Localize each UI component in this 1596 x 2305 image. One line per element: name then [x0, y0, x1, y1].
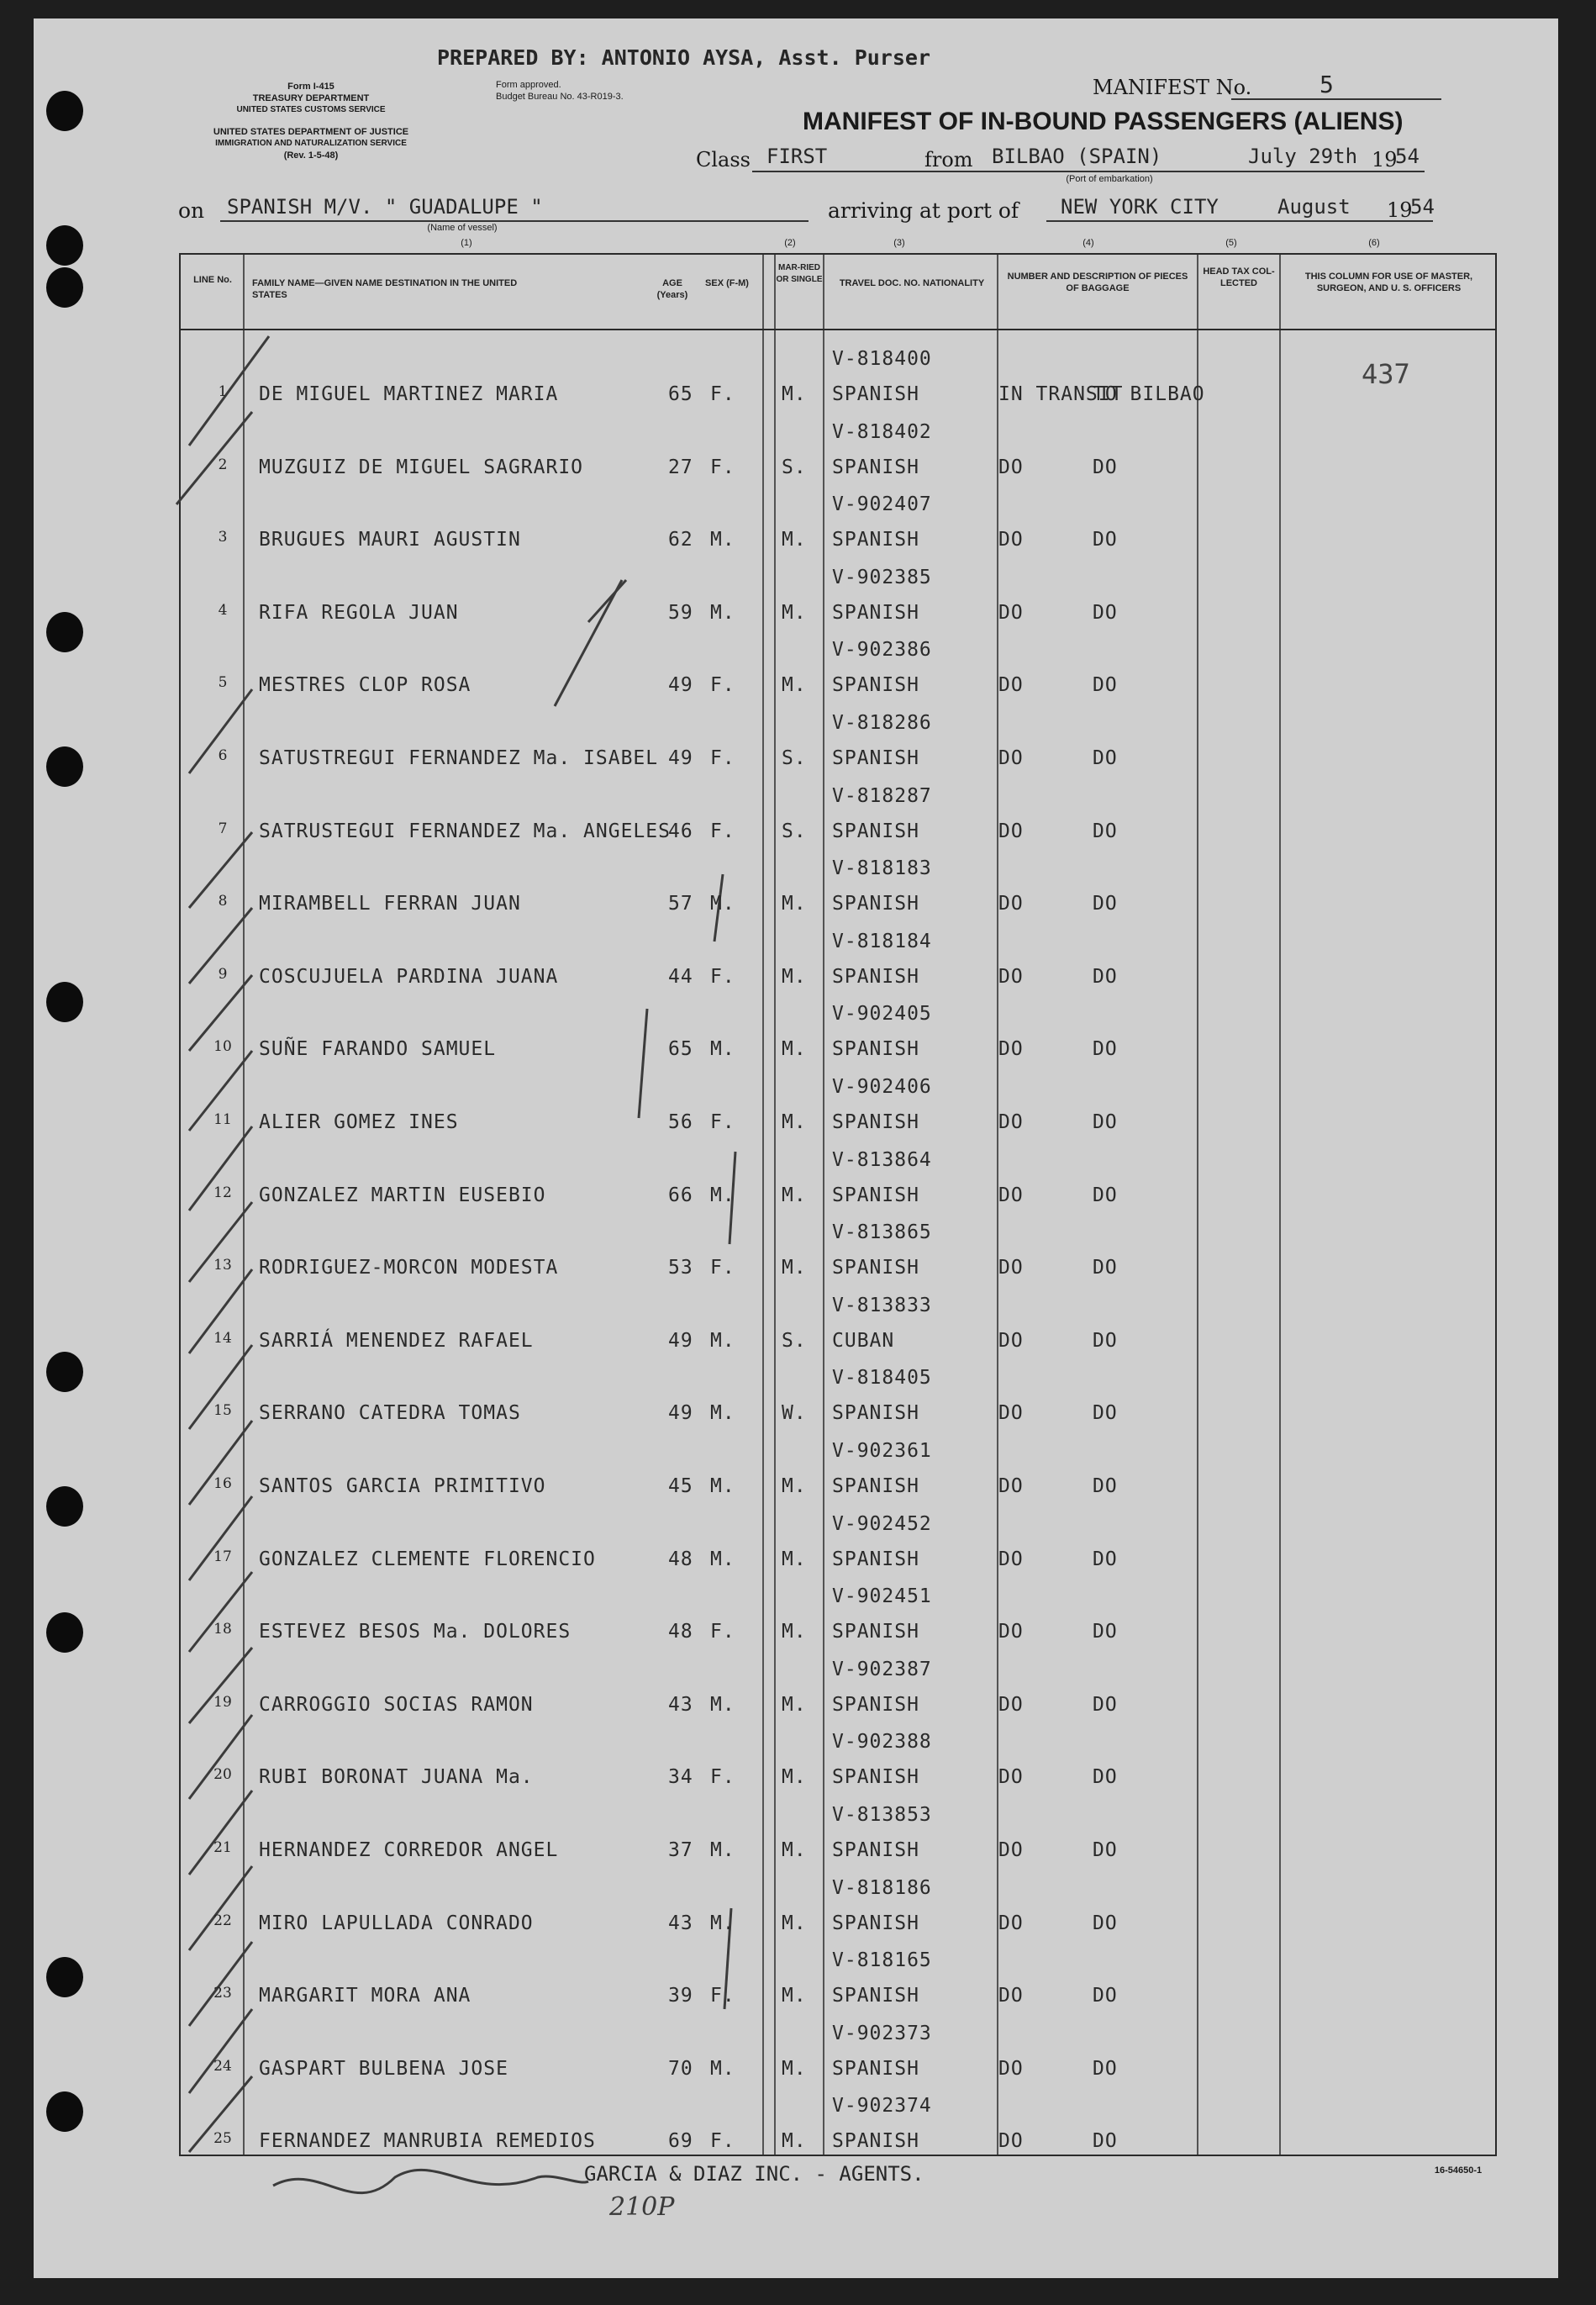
age: 65	[668, 383, 693, 405]
age: 48	[668, 1548, 693, 1570]
marital-status: M.	[782, 674, 807, 696]
baggage-2: DO	[1093, 1548, 1118, 1570]
nationality: SPANISH	[832, 747, 919, 769]
baggage-1: DO	[998, 820, 1024, 842]
page-stamp: 437	[1362, 358, 1410, 390]
age: 39	[668, 1985, 693, 2007]
sex: M.	[710, 602, 735, 624]
baggage-2: DO	[1093, 1475, 1118, 1497]
baggage-1: DO	[998, 1111, 1024, 1133]
col-travel-doc: TRAVEL DOC. NO. NATIONALITY	[839, 278, 985, 288]
travel-doc-number: V-902451	[832, 1585, 932, 1607]
passenger-name: SERRANO CATEDRA TOMAS	[259, 1402, 521, 1424]
baggage-1: DO	[998, 456, 1024, 478]
travel-doc-number: V-818186	[832, 1877, 932, 1899]
line-number: 24	[213, 2058, 232, 2075]
nationality: SPANISH	[832, 1184, 919, 1206]
travel-doc-number: V-818286	[832, 712, 932, 734]
form-number-text: Form I-415	[287, 82, 334, 92]
baggage-2: DO	[1093, 2058, 1118, 2080]
line-number: 2	[218, 456, 228, 473]
age: 34	[668, 1766, 693, 1788]
passenger-name: MIRAMBELL FERRAN JUAN	[259, 893, 521, 915]
baggage-2: DO	[1093, 1839, 1118, 1861]
passenger-name: GONZALEZ MARTIN EUSEBIO	[259, 1184, 546, 1206]
travel-doc-number: V-902386	[832, 639, 932, 661]
from-label: from	[924, 148, 973, 171]
line-number: 14	[213, 1330, 232, 1347]
sex: F.	[710, 820, 735, 842]
manifest-no-label: MANIFEST No.	[1093, 76, 1252, 99]
table-row	[0, 1136, 1596, 1208]
line-number: 11	[213, 1111, 232, 1128]
from-port: BILBAO (SPAIN)	[992, 145, 1162, 168]
passenger-name: GASPART BULBENA JOSE	[259, 2058, 508, 2080]
baggage-1: DO	[998, 1184, 1024, 1206]
year-value: 54	[1395, 145, 1420, 168]
col-baggage: NUMBER AND DESCRIPTION OF PIECES OF BAGGAGE	[1007, 272, 1188, 293]
sex: F.	[710, 1621, 735, 1643]
baggage-2: DO	[1093, 1330, 1118, 1352]
line-number: 22	[213, 1912, 232, 1929]
passenger-name: RODRIGUEZ-MORCON MODESTA	[259, 1257, 559, 1279]
arrival-date: August	[1277, 195, 1351, 219]
age: 44	[668, 966, 693, 988]
line-number: 16	[213, 1475, 232, 1492]
nationality: SPANISH	[832, 1111, 919, 1133]
table-row	[0, 699, 1596, 771]
baggage-2: DO	[1093, 1257, 1118, 1279]
age: 62	[668, 529, 693, 551]
line-number: 8	[218, 893, 228, 910]
sex: F.	[710, 456, 735, 478]
nationality: SPANISH	[832, 1257, 919, 1279]
line-number: 4	[218, 602, 228, 619]
travel-doc-number: V-818402	[832, 421, 932, 443]
arriving-label: arriving at port of	[828, 198, 1019, 223]
baggage-2: DO	[1093, 1038, 1118, 1060]
sex: F.	[710, 966, 735, 988]
arrival-port: NEW YORK CITY	[1061, 195, 1219, 219]
on-label: on	[178, 198, 205, 223]
handwritten-note: 210P	[609, 2192, 675, 2222]
table-row	[0, 1572, 1596, 1644]
marital-status: M.	[782, 966, 807, 988]
baggage-1: DO	[998, 1038, 1024, 1060]
passenger-name: FERNANDEZ MANRUBIA REMEDIOS	[259, 2130, 596, 2152]
sex: F.	[710, 1111, 735, 1133]
baggage-1: DO	[998, 966, 1024, 988]
line-number: 1	[218, 383, 228, 400]
line-number: 17	[213, 1548, 232, 1565]
sex: M.	[710, 1402, 735, 1424]
age: 48	[668, 1621, 693, 1643]
travel-doc-number: V-818400	[832, 348, 932, 370]
marital-status: M.	[782, 1111, 807, 1133]
col-married: MAR-RIED OR SINGLE	[776, 263, 823, 284]
nationality: SPANISH	[832, 2058, 919, 2080]
form-approved: Form approved.	[496, 80, 561, 90]
age: 37	[668, 1839, 693, 1861]
vessel-caption: (Name of vessel)	[427, 223, 498, 233]
age: 49	[668, 1402, 693, 1424]
baggage-1: IN TRANSIT	[998, 383, 1124, 405]
table-row	[0, 335, 1596, 407]
justice-dept: UNITED STATES DEPARTMENT OF JUSTICE	[213, 127, 409, 137]
sex: F.	[710, 1257, 735, 1279]
age: 49	[668, 747, 693, 769]
passenger-name: SARRIÁ MENENDEZ RAFAEL	[259, 1330, 534, 1352]
passenger-name: MIRO LAPULLADA CONRADO	[259, 1912, 534, 1934]
passenger-name: MUZGUIZ DE MIGUEL SAGRARIO	[259, 456, 584, 478]
baggage-2: DO	[1093, 529, 1118, 551]
travel-doc-number: V-902374	[832, 2095, 932, 2117]
nationality: SPANISH	[832, 1475, 919, 1497]
sex: F.	[710, 1985, 735, 2007]
col-name: FAMILY NAME—GIVEN NAME DESTINATION IN THE UNITED STATES	[252, 278, 518, 300]
sex: M.	[710, 1912, 735, 1934]
col-num-5: (5)	[1225, 238, 1237, 248]
marital-status: S.	[782, 820, 807, 842]
table-row	[0, 1427, 1596, 1499]
travel-doc-number: V-902407	[832, 493, 932, 515]
baggage-1: DO	[998, 1621, 1024, 1643]
col-num-6: (6)	[1368, 238, 1380, 248]
travel-doc-number: V-902452	[832, 1513, 932, 1535]
passenger-name: BRUGUES MAURI AGUSTIN	[259, 529, 521, 551]
marital-status: M.	[782, 2058, 807, 2080]
sex: F.	[710, 2130, 735, 2152]
baggage-1: DO	[998, 674, 1024, 696]
table-row	[0, 1500, 1596, 1572]
table-row	[0, 1281, 1596, 1353]
nationality: SPANISH	[832, 1766, 919, 1788]
travel-doc-number: V-813865	[832, 1221, 932, 1243]
table-row	[0, 2009, 1596, 2081]
travel-doc-number: V-818165	[832, 1949, 932, 1971]
baggage-2: DO	[1093, 893, 1118, 915]
line-number: 12	[213, 1184, 232, 1201]
arrival-year-prefix: 19	[1387, 198, 1413, 222]
passenger-name: MARGARIT MORA ANA	[259, 1985, 471, 2007]
sex: M.	[710, 893, 735, 915]
marital-status: S.	[782, 456, 807, 478]
marital-status: M.	[782, 602, 807, 624]
passenger-name: COSCUJUELA PARDINA JUANA	[259, 966, 559, 988]
col-num-4: (4)	[1082, 238, 1094, 248]
marital-status: M.	[782, 1548, 807, 1570]
manifest-no: 5	[1319, 71, 1334, 98]
sex: F.	[710, 1766, 735, 1788]
baggage-2: DO	[1093, 674, 1118, 696]
travel-doc-number: V-813853	[832, 1804, 932, 1826]
marital-status: S.	[782, 747, 807, 769]
nationality: SPANISH	[832, 383, 919, 405]
baggage-2: DO	[1093, 1621, 1118, 1643]
marital-status: W.	[782, 1402, 807, 1424]
sex: M.	[710, 1839, 735, 1861]
travel-doc-number: V-902388	[832, 1731, 932, 1753]
marital-status: M.	[782, 1257, 807, 1279]
sex: F.	[710, 674, 735, 696]
age: 46	[668, 820, 693, 842]
nationality: CUBAN	[832, 1330, 895, 1352]
passenger-name: DE MIGUEL MARTINEZ MARIA	[259, 383, 559, 405]
sex: M.	[710, 1330, 735, 1352]
baggage-2: DO	[1093, 1766, 1118, 1788]
passenger-name: SATUSTREGUI FERNANDEZ Ma. ISABEL	[259, 747, 659, 769]
baggage-1: DO	[998, 1257, 1024, 1279]
baggage-2: DO	[1093, 1694, 1118, 1716]
sex: F.	[710, 747, 735, 769]
travel-doc-number: V-813864	[832, 1149, 932, 1171]
passenger-name: RIFA REGOLA JUAN	[259, 602, 459, 624]
nationality: SPANISH	[832, 456, 919, 478]
nationality: SPANISH	[832, 1621, 919, 1643]
table-row	[0, 1717, 1596, 1790]
baggage-2: DO	[1093, 1111, 1118, 1133]
agents: GARCIA & DIAZ INC. - AGENTS.	[584, 2162, 924, 2186]
passenger-name: CARROGGIO SOCIAS RAMON	[259, 1694, 534, 1716]
table-row	[0, 1791, 1596, 1863]
table-row	[0, 1063, 1596, 1135]
col-sex: SEX (F-M)	[705, 278, 749, 288]
baggage-1: DO	[998, 1330, 1024, 1352]
nationality: SPANISH	[832, 529, 919, 551]
travel-doc-number: V-902373	[832, 2023, 932, 2044]
nationality: SPANISH	[832, 1839, 919, 1861]
baggage-1: DO	[998, 1694, 1024, 1716]
passenger-name: MESTRES CLOP ROSA	[259, 674, 471, 696]
age: 27	[668, 456, 693, 478]
travel-doc-number: V-902361	[832, 1440, 932, 1462]
vessel-name: SPANISH M/V. " GUADALUPE "	[227, 195, 543, 219]
sex: M.	[710, 1694, 735, 1716]
immigration-service: IMMIGRATION AND NATURALIZATION SERVICE	[215, 139, 407, 148]
marital-status: M.	[782, 1985, 807, 2007]
table-row	[0, 917, 1596, 989]
col-head-tax: HEAD TAX COL-LECTED	[1203, 266, 1275, 288]
baggage-1: DO	[998, 747, 1024, 769]
travel-doc-number: V-818183	[832, 857, 932, 879]
year-prefix: 19	[1372, 148, 1398, 171]
baggage-2: DO	[1093, 1985, 1118, 2007]
nationality: SPANISH	[832, 820, 919, 842]
line-number: 21	[213, 1839, 232, 1856]
line-number: 25	[213, 2130, 232, 2147]
nationality: SPANISH	[832, 1038, 919, 1060]
col-age: AGE (Years)	[656, 278, 688, 300]
marital-status: M.	[782, 1694, 807, 1716]
manifest-title: MANIFEST OF IN-BOUND PASSENGERS (ALIENS)	[803, 108, 1404, 135]
baggage-1: DO	[998, 1475, 1024, 1497]
revision: (Rev. 1-5-48)	[283, 150, 339, 161]
age: 43	[668, 1694, 693, 1716]
nationality: SPANISH	[832, 1985, 919, 2007]
sex: M.	[710, 529, 735, 551]
age: 70	[668, 2058, 693, 2080]
baggage-1: DO	[998, 1766, 1024, 1788]
treasury-dept: TREASURY DEPARTMENT	[252, 93, 370, 103]
marital-status: M.	[782, 1766, 807, 1788]
passenger-name: SANTOS GARCIA PRIMITIVO	[259, 1475, 546, 1497]
travel-doc-number: V-902387	[832, 1659, 932, 1680]
line-number: 23	[213, 1985, 232, 2002]
baggage-1: DO	[998, 2058, 1024, 2080]
baggage-1: DO	[998, 2130, 1024, 2152]
line-number: 19	[213, 1694, 232, 1711]
nationality: SPANISH	[832, 966, 919, 988]
table-row	[0, 772, 1596, 844]
marital-status: M.	[782, 383, 807, 405]
baggage-2: DO	[1093, 747, 1118, 769]
line-number: 20	[213, 1766, 232, 1783]
table-row	[0, 2081, 1596, 2154]
baggage-2: DO	[1093, 2130, 1118, 2152]
table-row	[0, 1936, 1596, 2008]
prepared-by: PREPARED BY: ANTONIO AYSA, Asst. Purser	[437, 45, 930, 70]
marital-status: S.	[782, 1330, 807, 1352]
passenger-name: SATRUSTEGUI FERNANDEZ Ma. ANGELES	[259, 820, 671, 842]
baggage-2: DO	[1093, 602, 1118, 624]
passenger-name: RUBI BORONAT JUANA Ma.	[259, 1766, 534, 1788]
budget-bureau: Budget Bureau No. 43-R019-3.	[496, 92, 624, 102]
table-row	[0, 1645, 1596, 1717]
age: 59	[668, 602, 693, 624]
line-number: 18	[213, 1621, 232, 1638]
table-row	[0, 553, 1596, 625]
travel-doc-number: V-813833	[832, 1295, 932, 1316]
sex: M.	[710, 1184, 735, 1206]
baggage-1: DO	[998, 1402, 1024, 1424]
nationality: SPANISH	[832, 674, 919, 696]
baggage-2: DO	[1093, 456, 1118, 478]
baggage-2: DO	[1093, 1912, 1118, 1934]
form-code: 16-54650-1	[1434, 2165, 1483, 2176]
marital-status: M.	[782, 1475, 807, 1497]
sex: M.	[710, 1548, 735, 1570]
baggage-2: DO	[1093, 1402, 1118, 1424]
baggage-1: DO	[998, 529, 1024, 551]
sex: M.	[710, 2058, 735, 2080]
age: 49	[668, 1330, 693, 1352]
marital-status: M.	[782, 1839, 807, 1861]
baggage-2: DO	[1093, 820, 1118, 842]
baggage-1: DO	[998, 602, 1024, 624]
table-row	[0, 989, 1596, 1062]
baggage-1: DO	[998, 1912, 1024, 1934]
marital-status: M.	[782, 1038, 807, 1060]
age: 43	[668, 1912, 693, 1934]
age: 49	[668, 674, 693, 696]
nationality: SPANISH	[832, 2130, 919, 2152]
line-number: 9	[218, 966, 228, 983]
sex: F.	[710, 383, 735, 405]
baggage-1: DO	[998, 1548, 1024, 1570]
passenger-name: HERNANDEZ CORREDOR ANGEL	[259, 1839, 559, 1861]
travel-doc-number: V-818184	[832, 931, 932, 952]
baggage-2: TO BILBAO	[1093, 383, 1205, 405]
col-officers: THIS COLUMN FOR USE OF MASTER, SURGEON, AND U. S. OFFICERS	[1304, 272, 1473, 293]
travel-doc-number: V-902385	[832, 567, 932, 588]
line-number: 3	[218, 529, 228, 546]
age: 65	[668, 1038, 693, 1060]
marital-status: M.	[782, 2130, 807, 2152]
table-row	[0, 480, 1596, 552]
nationality: SPANISH	[832, 893, 919, 915]
travel-doc-number: V-818287	[832, 785, 932, 807]
table-row	[0, 625, 1596, 698]
nationality: SPANISH	[832, 602, 919, 624]
table-row	[0, 844, 1596, 916]
line-number: 6	[218, 747, 228, 764]
marital-status: M.	[782, 529, 807, 551]
marital-status: M.	[782, 1621, 807, 1643]
baggage-1: DO	[998, 1839, 1024, 1861]
departure-date: July 29th	[1248, 145, 1358, 168]
customs-service: UNITED STATES CUSTOMS SERVICE	[236, 105, 386, 114]
marital-status: M.	[782, 1184, 807, 1206]
arrival-year: 54	[1410, 195, 1435, 219]
travel-doc-number: V-902406	[832, 1076, 932, 1098]
marital-status: M.	[782, 1912, 807, 1934]
table-row	[0, 1353, 1596, 1426]
col-num-1: (1)	[461, 238, 472, 248]
baggage-1: DO	[998, 1985, 1024, 2007]
table-row	[0, 1208, 1596, 1280]
line-number: 10	[213, 1038, 232, 1055]
port-caption: (Port of embarkation)	[1066, 174, 1153, 184]
age: 69	[668, 2130, 693, 2152]
table-row	[0, 1864, 1596, 1936]
line-number: 7	[218, 820, 228, 837]
age: 66	[668, 1184, 693, 1206]
nationality: SPANISH	[832, 1548, 919, 1570]
line-number: 5	[218, 674, 228, 691]
age: 45	[668, 1475, 693, 1497]
line-number: 15	[213, 1402, 232, 1419]
nationality: SPANISH	[832, 1402, 919, 1424]
travel-doc-number: V-902405	[832, 1003, 932, 1025]
col-line-no: LINE No.	[193, 275, 232, 285]
class-value: FIRST	[766, 145, 828, 168]
age: 56	[668, 1111, 693, 1133]
table-row	[0, 408, 1596, 480]
baggage-1: DO	[998, 893, 1024, 915]
col-num-3: (3)	[893, 238, 905, 248]
class-label: Class	[696, 148, 751, 171]
nationality: SPANISH	[832, 1694, 919, 1716]
marital-status: M.	[782, 893, 807, 915]
passenger-name: GONZALEZ CLEMENTE FLORENCIO	[259, 1548, 596, 1570]
baggage-2: DO	[1093, 1184, 1118, 1206]
age: 57	[668, 893, 693, 915]
passenger-name: ALIER GOMEZ INES	[259, 1111, 459, 1133]
nationality: SPANISH	[832, 1912, 919, 1934]
sex: M.	[710, 1038, 735, 1060]
passenger-name: SUÑE FARANDO SAMUEL	[259, 1038, 497, 1060]
travel-doc-number: V-818405	[832, 1367, 932, 1389]
age: 53	[668, 1257, 693, 1279]
col-num-2: (2)	[784, 238, 796, 248]
passenger-name: ESTEVEZ BESOS Ma. DOLORES	[259, 1621, 572, 1643]
sex: M.	[710, 1475, 735, 1497]
line-number: 13	[213, 1257, 232, 1274]
baggage-2: DO	[1093, 966, 1118, 988]
